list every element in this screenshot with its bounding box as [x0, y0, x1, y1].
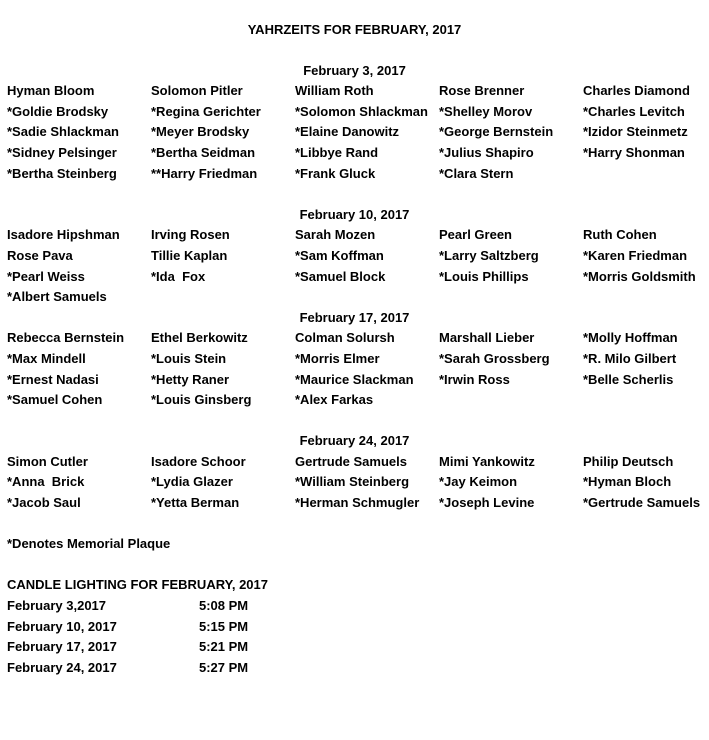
name-cell: Isadore Schoor [151, 454, 246, 469]
candle-date: February 17, 2017 [7, 639, 117, 654]
section-date-heading: February 3, 2017 [303, 63, 406, 78]
name-cell: *Hyman Bloch [583, 474, 672, 489]
name-cell: *Sam Koffman [295, 248, 384, 263]
name-cell: *Goldie Brodsky [7, 104, 109, 119]
name-cell: *Morris Goldsmith [583, 269, 696, 284]
candle-time: 5:08 PM [199, 598, 249, 613]
name-cell: *Alex Farkas [295, 392, 374, 407]
name-cell: Rose Pava [7, 248, 73, 263]
name-cell: Philip Deutsch [583, 454, 674, 469]
name-cell: Isadore Hipshman [7, 227, 120, 242]
name-cell: Charles Diamond [583, 83, 690, 98]
name-cell: *Pearl Weiss [7, 269, 85, 284]
section-date-heading: February 10, 2017 [299, 207, 410, 222]
name-cell: *Shelley Morov [439, 104, 533, 119]
name-cell: *Karen Friedman [583, 248, 688, 263]
candle-lighting-title: CANDLE LIGHTING FOR FEBRUARY, 2017 [7, 577, 268, 592]
name-cell: *Frank Gluck [295, 166, 376, 181]
name-cell: Ethel Berkowitz [151, 330, 248, 345]
name-cell: *R. Milo Gilbert [583, 351, 677, 366]
name-cell: *Molly Hoffman [583, 330, 678, 345]
name-cell: *Max Mindell [7, 351, 86, 366]
name-cell: Colman Solursh [295, 330, 395, 345]
name-cell: *Herman Schmugler [295, 495, 420, 510]
name-cell: *Gertrude Samuels [583, 495, 701, 510]
candle-date: February 3,2017 [7, 598, 107, 613]
candle-time: 5:21 PM [199, 639, 249, 654]
name-cell: Marshall Lieber [439, 330, 535, 345]
name-cell: *Libbye Rand [295, 145, 379, 160]
name-cell: *Charles Levitch [583, 104, 685, 119]
name-cell: Hyman Bloom [7, 83, 95, 98]
name-cell: *Albert Samuels [7, 289, 107, 304]
name-cell: *Morris Elmer [295, 351, 380, 366]
name-cell: *Lydia Glazer [151, 474, 233, 489]
name-cell: Irving Rosen [151, 227, 230, 242]
name-cell: *Bertha Seidman [151, 145, 256, 160]
name-cell: *Samuel Cohen [7, 392, 103, 407]
name-cell: Tillie Kaplan [151, 248, 228, 263]
name-cell: *Sadie Shlackman [7, 124, 119, 139]
name-cell: Ruth Cohen [583, 227, 657, 242]
name-cell: *Yetta Berman [151, 495, 240, 510]
name-cell: *Samuel Block [295, 269, 386, 284]
candle-date: February 10, 2017 [7, 619, 117, 634]
name-cell: William Roth [295, 83, 374, 98]
name-cell: Simon Cutler [7, 454, 88, 469]
name-cell: *Elaine Danowitz [295, 124, 400, 139]
name-cell: *Maurice Slackman [295, 372, 414, 387]
name-cell: Sarah Mozen [295, 227, 376, 242]
name-cell: **Harry Friedman [151, 166, 258, 181]
candle-date: February 24, 2017 [7, 660, 117, 675]
name-cell: *Bertha Steinberg [7, 166, 117, 181]
name-cell: *Harry Shonman [583, 145, 685, 160]
name-cell: *Jay Keimon [439, 474, 518, 489]
name-cell: *Izidor Steinmetz [583, 124, 688, 139]
name-cell: *Ernest Nadasi [7, 372, 99, 387]
name-cell: *Ida Fox [151, 269, 206, 284]
name-cell: *Louis Ginsberg [151, 392, 252, 407]
name-cell: *Clara Stern [439, 166, 514, 181]
page-title: YAHRZEITS FOR FEBRUARY, 2017 [247, 22, 462, 37]
name-cell: *Anna Brick [7, 474, 85, 489]
name-cell: Gertrude Samuels [295, 454, 407, 469]
name-cell: *William Steinberg [295, 474, 410, 489]
name-cell: *Hetty Raner [151, 372, 230, 387]
name-cell: *Belle Scherlis [583, 372, 674, 387]
name-cell: *George Bernstein [439, 124, 554, 139]
name-cell: *Sidney Pelsinger [7, 145, 117, 160]
name-cell: Pearl Green [439, 227, 512, 242]
section-date-heading: February 17, 2017 [299, 310, 410, 325]
name-cell: *Sarah Grossberg [439, 351, 550, 366]
name-cell: Rose Brenner [439, 83, 525, 98]
name-cell: *Solomon Shlackman [295, 104, 428, 119]
name-cell: *Regina Gerichter [151, 104, 261, 119]
name-cell: Mimi Yankowitz [439, 454, 535, 469]
name-cell: *Meyer Brodsky [151, 124, 250, 139]
name-cell: *Larry Saltzberg [439, 248, 539, 263]
name-cell: *Joseph Levine [439, 495, 535, 510]
name-cell: *Louis Stein [151, 351, 227, 366]
candle-time: 5:27 PM [199, 660, 249, 675]
name-cell: Solomon Pitler [151, 83, 243, 98]
name-cell: *Louis Phillips [439, 269, 529, 284]
candle-time: 5:15 PM [199, 619, 249, 634]
section-date-heading: February 24, 2017 [299, 433, 410, 448]
memorial-plaque-note: *Denotes Memorial Plaque [7, 536, 171, 551]
name-cell: *Irwin Ross [439, 372, 510, 387]
name-cell: Rebecca Bernstein [7, 330, 125, 345]
name-cell: *Julius Shapiro [439, 145, 534, 160]
name-cell: *Jacob Saul [7, 495, 81, 510]
